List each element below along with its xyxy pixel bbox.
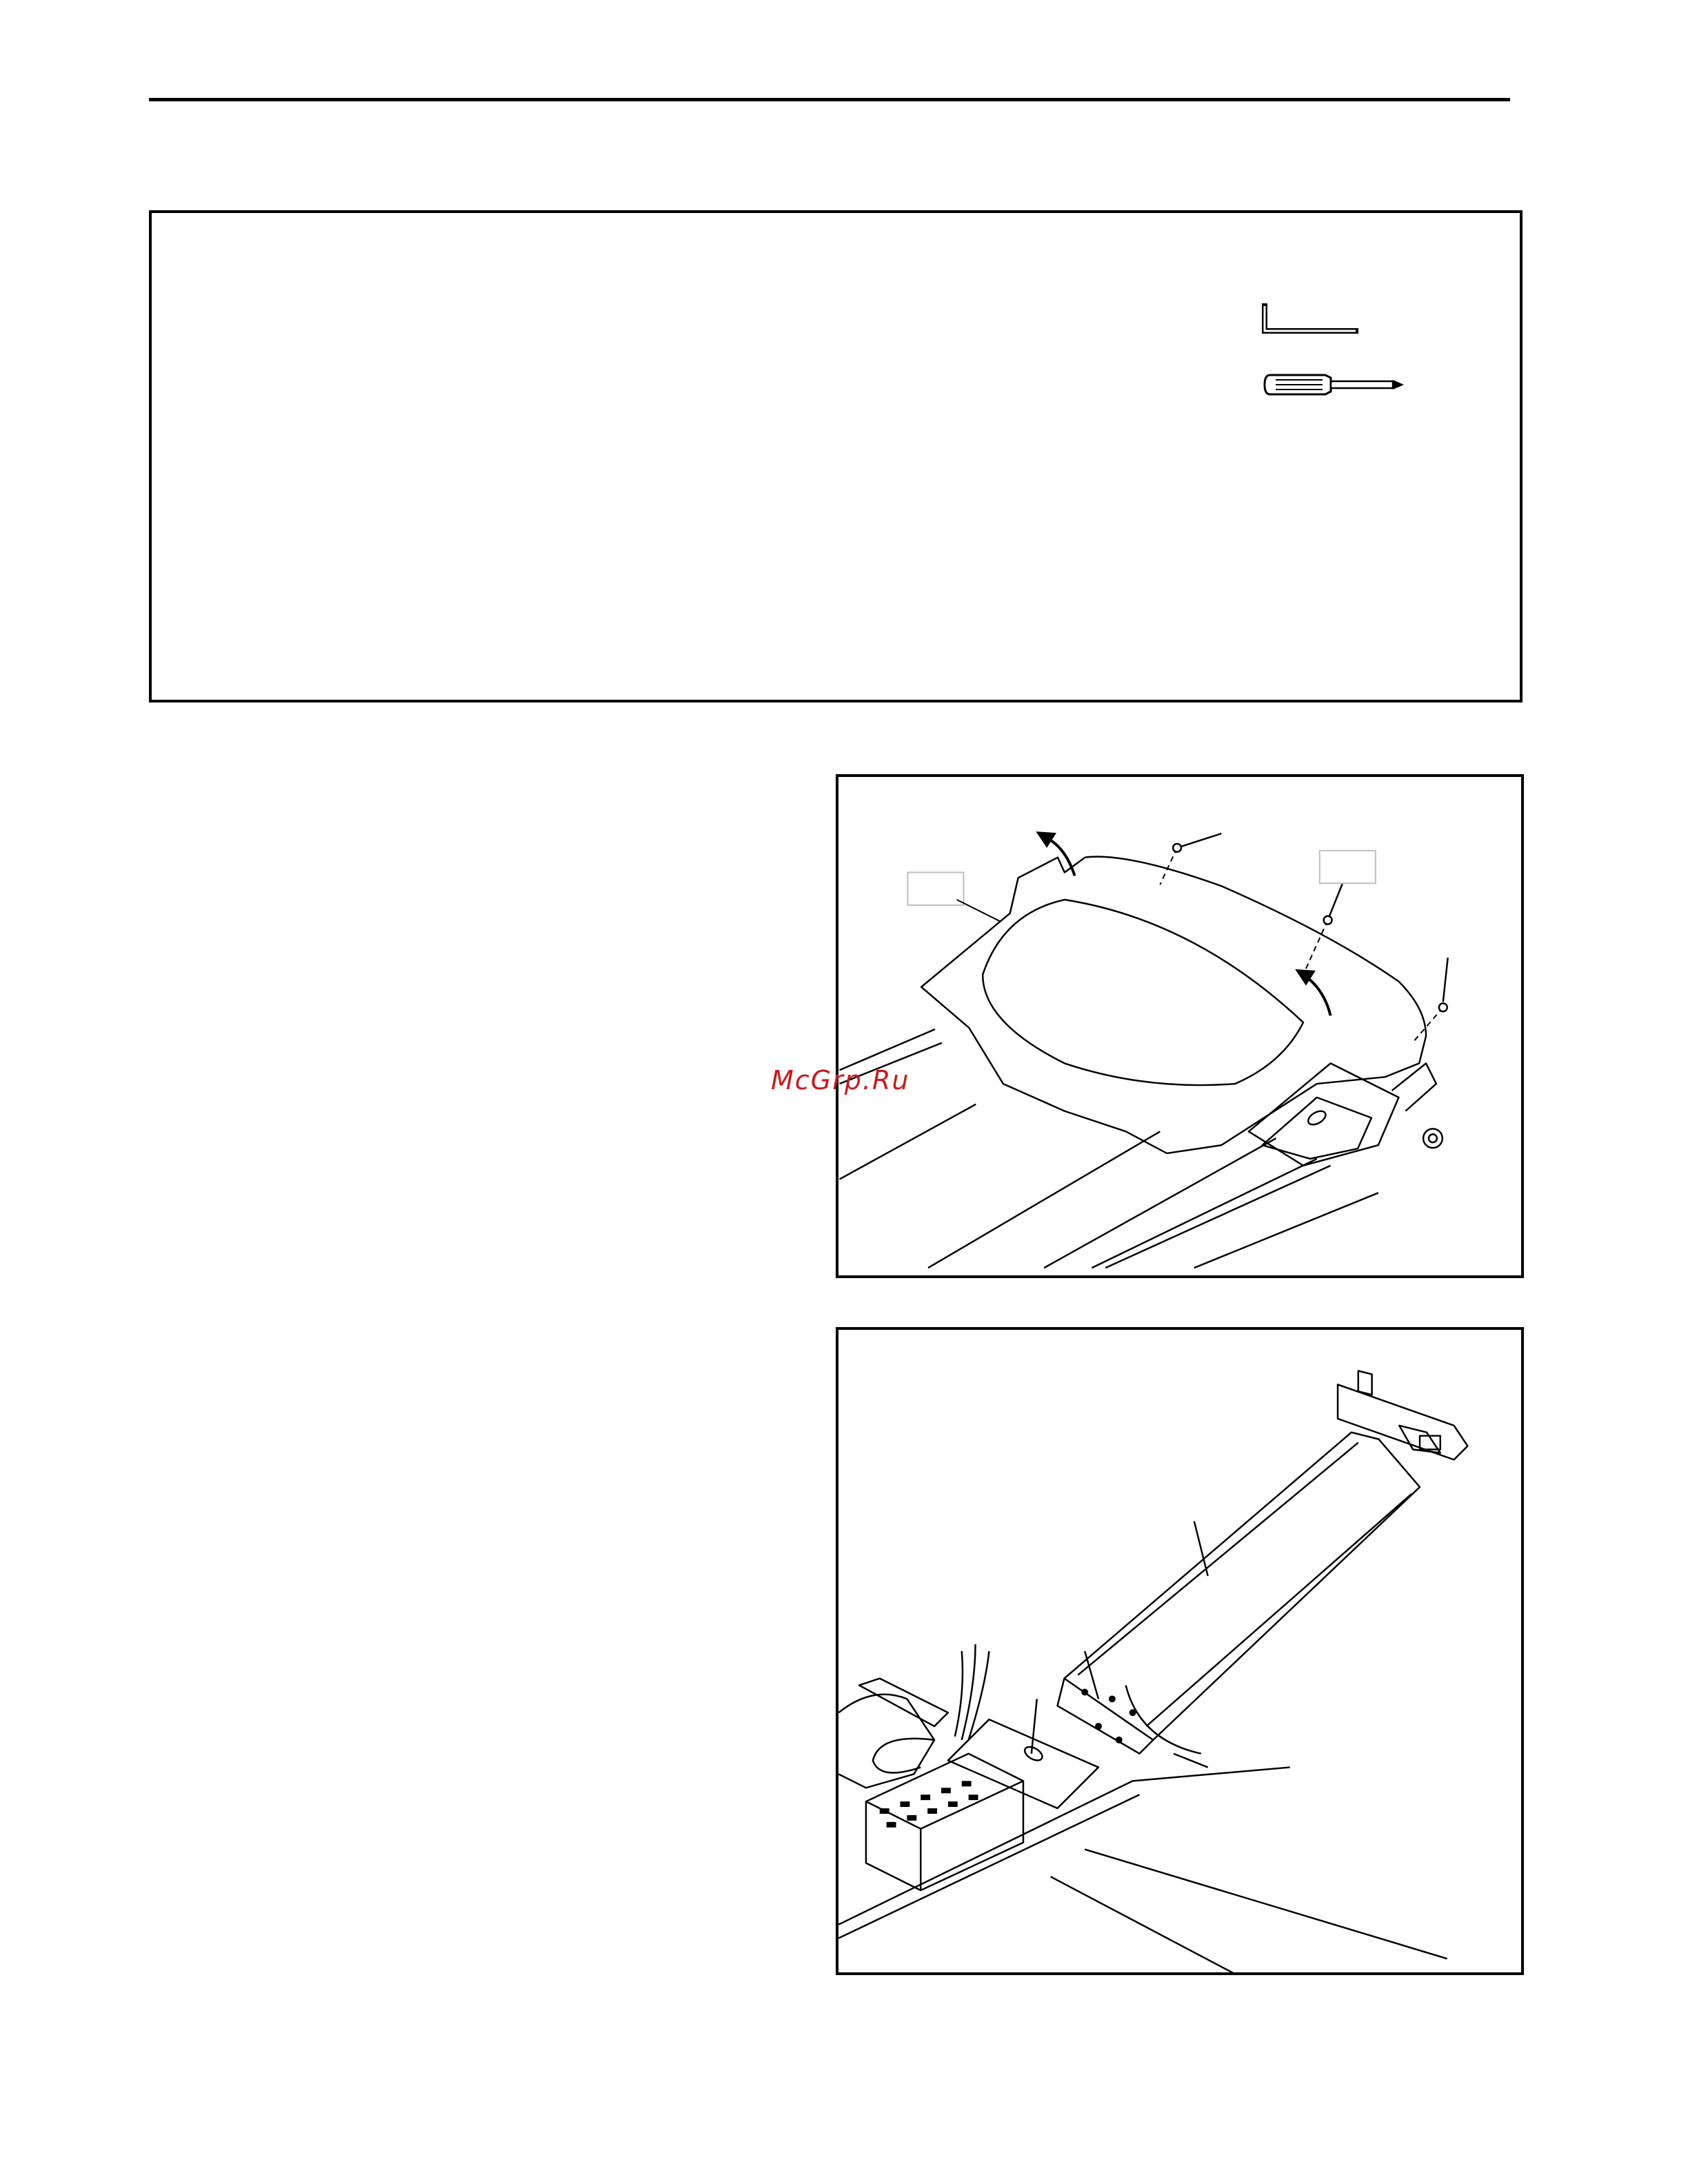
header-rule bbox=[149, 98, 1510, 101]
controller-cover-drawing bbox=[838, 1330, 1521, 1972]
tools-info-box bbox=[149, 210, 1523, 702]
hex-key-icon bbox=[1262, 303, 1365, 338]
motor-hood-drawing bbox=[838, 777, 1521, 1275]
motor-hood-removal-figure bbox=[836, 774, 1524, 1278]
watermark-text: McGrp.Ru bbox=[771, 1065, 910, 1095]
phillips-screwdriver-icon bbox=[1262, 371, 1407, 398]
controller-cover-figure bbox=[836, 1327, 1524, 1975]
